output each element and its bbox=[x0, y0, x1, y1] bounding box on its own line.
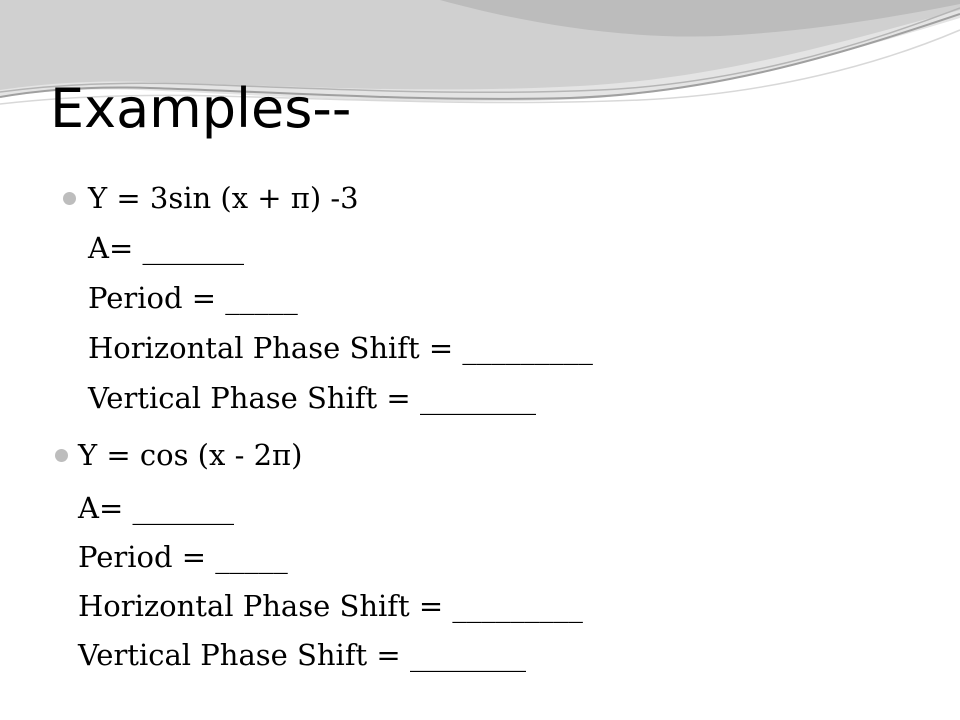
example-2-vertical-shift: Vertical Phase Shift = ________ bbox=[78, 638, 526, 672]
slide-title: Examples-- bbox=[50, 77, 352, 140]
example-1-amplitude: A= _______ bbox=[88, 231, 244, 265]
bullet-example-1 bbox=[63, 192, 76, 205]
example-1-vertical-shift: Vertical Phase Shift = ________ bbox=[88, 381, 536, 415]
example-1-horizontal-shift: Horizontal Phase Shift = _________ bbox=[88, 331, 593, 365]
example-2-horizontal-shift: Horizontal Phase Shift = _________ bbox=[78, 589, 583, 623]
bullet-example-2 bbox=[55, 449, 68, 462]
example-2-period: Period = _____ bbox=[78, 540, 288, 574]
example-1-equation: Y = 3sin (x + π) -3 bbox=[88, 181, 359, 215]
example-1-period: Period = _____ bbox=[88, 281, 298, 315]
example-2-amplitude: A= _______ bbox=[78, 491, 234, 525]
example-2-equation: Y = cos (x - 2π) bbox=[78, 438, 303, 472]
